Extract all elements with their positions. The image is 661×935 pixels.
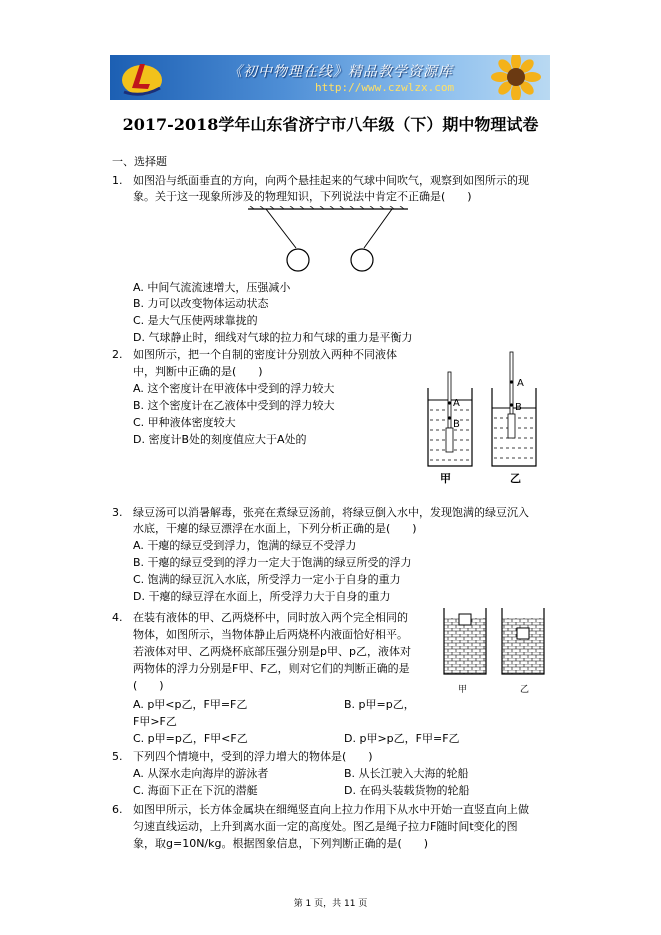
q1-option-a[interactable]: A. 中间气流流速增大，压强减小 [133, 281, 291, 294]
q4-stem-line4: 两物体的浮力分别是F甲、F乙，则对它们的判断正确的是 [133, 662, 410, 675]
q1-option-d[interactable]: D. 气球静止时，细线对气球的拉力和气球的重力是平衡力 [133, 331, 413, 344]
q5-stem: 下列四个情境中，受到的浮力增大的物体是( ) [133, 750, 373, 763]
q3-stem-line2: 水底，干瘪的绿豆漂浮在水面上，下列分析正确的是( ) [133, 522, 417, 535]
q3-option-b[interactable]: B. 干瘪的绿豆受到的浮力一定大于饱满的绿豆所受的浮力 [133, 556, 412, 569]
q2-label-yi: 乙 [510, 472, 521, 485]
site-logo-icon [118, 58, 164, 98]
q4-stem-line3: 若液体对甲、乙两烧杯底部压强分别是p甲、p乙，液体对 [133, 645, 411, 658]
q3-option-d[interactable]: D. 干瘪的绿豆浮在水面上，所受浮力大于自身的重力 [133, 590, 391, 603]
q4-label-jia: 甲 [458, 685, 468, 695]
page-footer: 第 1 页，共 11 页 [293, 899, 368, 909]
exam-title: 2017-2018学年山东省济宁市八年级（下）期中物理试卷 [122, 115, 539, 134]
q1-stem-line1: 如图沿与纸面垂直的方向，向两个悬挂起来的气球中间吹气，观察到如图所示的现 [133, 174, 529, 187]
q2-option-a[interactable]: A. 这个密度计在甲液体中受到的浮力较大 [133, 382, 335, 395]
q1-option-b[interactable]: B. 力可以改变物体运动状态 [133, 297, 269, 310]
q4-number: 4. [112, 611, 123, 624]
q2-option-b[interactable]: B. 这个密度计在乙液体中受到的浮力较大 [133, 399, 335, 412]
q1-balloons-figure [248, 206, 408, 276]
q2-hydrometer-figure [418, 348, 548, 488]
banner-title: 《初中物理在线》精品教学资源库 [228, 64, 453, 80]
q5-option-b[interactable]: B. 从长江驶入大海的轮船 [344, 767, 469, 780]
q2-number: 2. [112, 348, 123, 361]
q2-option-d[interactable]: D. 密度计B处的刻度值应大于A处的 [133, 433, 307, 446]
q2-label-a-left: A [453, 398, 460, 409]
q4-stem-line2: 物体，如图所示，当物体静止后两烧杯内液面恰好相平。 [133, 628, 408, 641]
q4-label-yi: 乙 [520, 685, 530, 695]
q4-option-a[interactable]: A. p甲<p乙，F甲=F乙 [133, 698, 248, 711]
q4-option-c[interactable]: C. p甲=p乙，F甲<F乙 [133, 732, 248, 745]
q2-label-b-right: B [515, 402, 522, 413]
q4-option-b-cont: F甲>F乙 [133, 715, 177, 728]
q2-label-b-left: B [453, 419, 460, 430]
q1-stem-line2: 象。关于这一现象所涉及的物理知识，下列说法中肯定不正确是( ) [133, 190, 472, 203]
sunflower-icon [484, 55, 548, 100]
header-banner [110, 55, 550, 100]
q4-option-d[interactable]: D. p甲>p乙，F甲=F乙 [344, 732, 460, 745]
q4-stem-line1: 在装有液体的甲、乙两烧杯中，同时放入两个完全相同的 [133, 611, 408, 624]
beaker-jia-q4 [444, 608, 486, 695]
beaker-yi [492, 352, 536, 485]
q6-stem-line2: 匀速直线运动，上升到离水面一定的高度处。图乙是绳子拉力F随时间t变化的图 [133, 820, 518, 833]
q2-option-c[interactable]: C. 甲种液体密度较大 [133, 416, 236, 429]
q6-stem-line3: 象，取g=10N/kg。根据图象信息，下列判断正确的是( ) [133, 837, 429, 850]
q6-stem-line1: 如图甲所示，长方体金属块在细绳竖直向上拉力作用下从水中开始一直竖直向上做 [133, 803, 529, 816]
q5-option-d[interactable]: D. 在码头装载货物的轮船 [344, 784, 470, 797]
q1-option-c[interactable]: C. 是大气压使两球靠拢的 [133, 314, 258, 327]
q6-number: 6. [112, 803, 123, 816]
q2-label-jia: 甲 [440, 472, 451, 485]
q5-number: 5. [112, 750, 123, 763]
banner-url[interactable]: http://www.czwlzx.com [315, 81, 455, 94]
q2-stem-line2: 中，判断中正确的是( ) [133, 365, 263, 378]
q2-label-a-right: A [517, 378, 524, 389]
q4-stem-line5: ( ) [133, 679, 164, 692]
beaker-jia [428, 372, 472, 485]
q3-number: 3. [112, 506, 123, 519]
q4-beakers-figure [434, 604, 554, 699]
section-heading: 一、选择题 [112, 155, 167, 168]
q3-stem-line1: 绿豆汤可以消暑解毒，张亮在煮绿豆汤前，将绿豆倒入水中，发现饱满的绿豆沉入 [133, 506, 529, 519]
q4-option-b[interactable]: B. p甲=p乙， [344, 698, 415, 711]
q5-option-a[interactable]: A. 从深水走向海岸的游泳者 [133, 767, 269, 780]
beaker-yi-q4 [502, 608, 544, 695]
q2-stem-line1: 如图所示，把一个自制的密度计分别放入两种不同液体 [133, 348, 397, 361]
q5-option-c[interactable]: C. 海面下正在下沉的潜艇 [133, 784, 258, 797]
q3-option-a[interactable]: A. 干瘪的绿豆受到浮力，饱满的绿豆不受浮力 [133, 539, 357, 552]
q3-option-c[interactable]: C. 饱满的绿豆沉入水底，所受浮力一定小于自身的重力 [133, 573, 401, 586]
q1-number: 1. [112, 174, 123, 187]
